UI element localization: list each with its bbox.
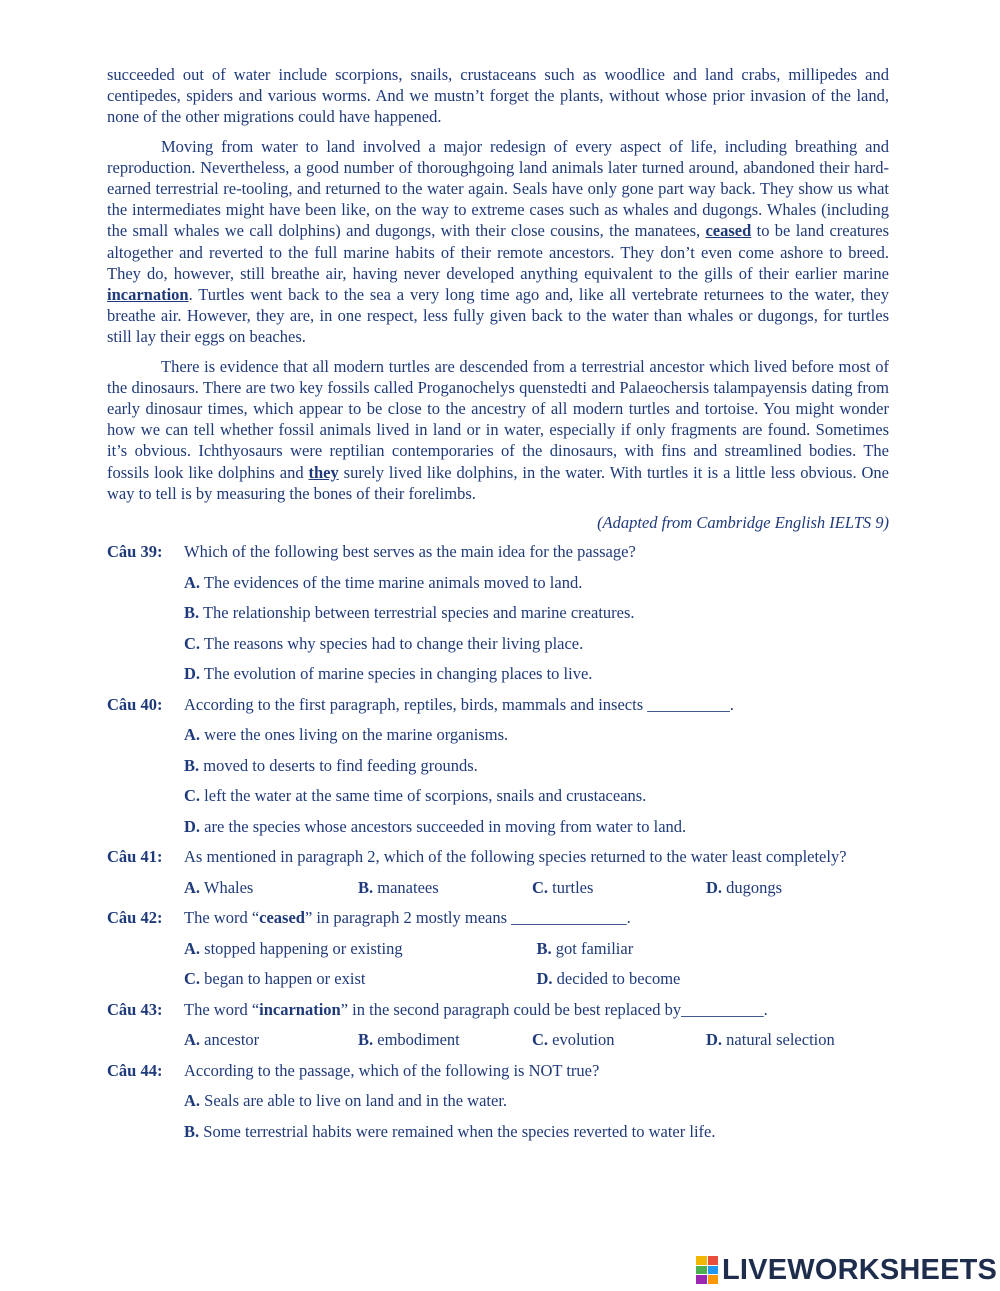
option-letter: A. bbox=[184, 725, 201, 745]
q41-option-a[interactable] bbox=[184, 877, 358, 898]
q41-option-d[interactable] bbox=[706, 877, 880, 898]
option-letter: C. bbox=[532, 877, 549, 897]
q41-option-c[interactable] bbox=[532, 877, 706, 898]
option-text: turtles bbox=[548, 877, 594, 897]
passage-paragraph-2 bbox=[107, 136, 889, 348]
option-text: manatees bbox=[373, 877, 439, 897]
q40-option-d[interactable] bbox=[184, 816, 889, 837]
passage-text: surely lived like dolphins, in the water. With turtles it is a little less obvious. One way to tell is by measuring the bones of their forelimbs. bbox=[107, 462, 889, 503]
option-text: The reasons why species had to change their living place. bbox=[200, 633, 584, 653]
passage-text: There is evidence that all modern turtles are descended from a terrestrial ancestor which lived before most of the dinosaurs. There are two key fossils called Proganochelys quenstedti and Palaeochersis talampayensis dating from early dinosaur times, which appear to be close to the ancestry of all modern turtles and tortoise. You might wonder how we can tell whether fossil animals lived in land or in water, especially if only fragments are found. Sometimes it’s obvious. Ichthyosaurs were reptilian contemporaries of the dinosaurs, with fins and streamlined bodies. The fossils look like dolphins and bbox=[107, 356, 889, 482]
q43-option-c[interactable] bbox=[532, 1029, 706, 1050]
option-text: embodiment bbox=[373, 1030, 460, 1050]
worksheet-page bbox=[107, 64, 889, 1151]
option-text: The evidences of the time marine animals moved to land. bbox=[200, 572, 583, 592]
option-letter: D. bbox=[706, 1030, 723, 1050]
question-text: According to the passage, which of the following is NOT true? bbox=[184, 1060, 600, 1080]
question-42 bbox=[107, 907, 889, 928]
question-number: Câu 42: bbox=[107, 908, 163, 928]
highlight-word-ceased: ceased bbox=[705, 221, 752, 241]
question-40 bbox=[107, 694, 889, 715]
q43-option-d[interactable] bbox=[706, 1029, 880, 1050]
q43-option-a[interactable] bbox=[184, 1029, 358, 1050]
q43-options bbox=[184, 1029, 889, 1050]
question-text-part: ” in the second paragraph could be best replaced by__________. bbox=[340, 999, 768, 1019]
question-text-part: The word “ bbox=[184, 908, 260, 928]
question-41 bbox=[107, 846, 889, 867]
option-text: began to happen or exist bbox=[200, 969, 366, 989]
option-letter: B. bbox=[536, 938, 552, 958]
q42-option-d[interactable] bbox=[537, 968, 890, 989]
q39-option-b[interactable] bbox=[184, 602, 889, 623]
option-letter: B. bbox=[184, 755, 200, 775]
liveworksheets-logo[interactable] bbox=[696, 1255, 997, 1285]
question-43 bbox=[107, 999, 889, 1020]
passage-source: (Adapted from Cambridge English IELTS 9) bbox=[597, 513, 889, 533]
option-text: left the water at the same time of scorpions, snails and crustaceans. bbox=[200, 786, 647, 806]
q41-option-b[interactable] bbox=[358, 877, 532, 898]
option-letter: D. bbox=[536, 969, 553, 989]
option-letter: A. bbox=[184, 1091, 201, 1111]
question-44 bbox=[107, 1060, 889, 1081]
question-text-part: The word “ bbox=[184, 999, 260, 1019]
liveworksheets-logo-icon bbox=[696, 1256, 718, 1284]
q44-option-a[interactable] bbox=[184, 1090, 889, 1111]
highlight-word-they: they bbox=[308, 462, 339, 482]
passage-text: succeeded out of water include scorpions, snails, crustaceans such as woodlice and land crabs, millipedes and centipedes, spiders and various worms. And we mustn’t forget the plants, without whose prior invasion of the land, none of the other migrations could have happened. bbox=[107, 65, 889, 127]
option-text: The relationship between terrestrial species and marine creatures. bbox=[199, 603, 635, 623]
option-letter: B. bbox=[358, 1030, 374, 1050]
option-letter: D. bbox=[184, 664, 201, 684]
option-letter: D. bbox=[184, 816, 201, 836]
option-text: Some terrestrial habits were remained when the species reverted to water life. bbox=[199, 1121, 716, 1141]
passage-paragraph-3 bbox=[107, 356, 889, 504]
passage-text: Moving from water to land involved a major redesign of every aspect of life, including breathing and reproduction. Nevertheless, a good number of thoroughgoing land animals later turned around, abandoned their hard-earned terrestrial re-tooling, and returned to the water again. Seals have only gone part way back. They show us what the intermediates might have been like, on the way to extreme cases such as whales and dugongs. Whales (including the small whales we call dolphins) and dugongs, with their close cousins, the manatees, bbox=[107, 136, 889, 241]
option-letter: B. bbox=[358, 877, 374, 897]
option-text: The evolution of marine species in changing places to live. bbox=[200, 664, 593, 684]
option-letter: B. bbox=[184, 603, 200, 623]
option-letter: C. bbox=[184, 786, 201, 806]
option-letter: A. bbox=[184, 877, 201, 897]
q43-option-b[interactable] bbox=[358, 1029, 532, 1050]
highlight-word-incarnation: incarnation bbox=[107, 285, 189, 305]
liveworksheets-logo-text: LIVEWORKSHEETS bbox=[722, 1253, 998, 1286]
question-text: As mentioned in paragraph 2, which of the following species returned to the water least completely? bbox=[184, 847, 847, 867]
option-text: moved to deserts to find feeding grounds. bbox=[199, 755, 478, 775]
q42-option-c[interactable] bbox=[184, 968, 537, 989]
passage-text: to be land creatures altogether and reverted to the full marine habits of their remote ancestors. They don’t even come ashore to breed. They do, however, still breathe air, having never developed anything equivalent to the gills of their earlier marine bbox=[107, 221, 889, 283]
option-text: were the ones living on the marine organisms. bbox=[200, 725, 509, 745]
option-letter: B. bbox=[184, 1121, 200, 1141]
option-letter: C. bbox=[184, 969, 201, 989]
question-text: Which of the following best serves as the main idea for the passage? bbox=[184, 542, 636, 562]
question-text: According to the first paragraph, reptiles, birds, mammals and insects __________. bbox=[184, 694, 734, 714]
option-letter: A. bbox=[184, 938, 201, 958]
question-text-part: ” in paragraph 2 mostly means ______________. bbox=[304, 908, 631, 928]
q39-option-d[interactable] bbox=[184, 663, 889, 684]
question-text bbox=[184, 999, 889, 1020]
question-number: Câu 39: bbox=[107, 542, 163, 562]
q39-option-c[interactable] bbox=[184, 633, 889, 654]
q44-option-b[interactable] bbox=[184, 1121, 889, 1142]
q42-option-a[interactable] bbox=[184, 938, 537, 959]
option-letter: A. bbox=[184, 1030, 201, 1050]
option-text: natural selection bbox=[722, 1030, 835, 1050]
option-text: Seals are able to live on land and in the water. bbox=[200, 1091, 508, 1111]
option-letter: D. bbox=[706, 877, 723, 897]
option-text: dugongs bbox=[722, 877, 783, 897]
option-letter: C. bbox=[184, 633, 201, 653]
q42-options-row-1 bbox=[184, 938, 889, 959]
passage-text: . Turtles went back to the sea a very long time ago and, like all vertebrate returnees to the water, they breathe air. However, they are, in one respect, less fully given back to the water than whales or dugongs, for turtles still lay their eggs on beaches. bbox=[107, 285, 889, 347]
question-text bbox=[184, 907, 889, 928]
option-text: got familiar bbox=[551, 938, 634, 958]
question-keyword: ceased bbox=[259, 908, 305, 928]
question-number: Câu 40: bbox=[107, 694, 163, 714]
q40-option-c[interactable] bbox=[184, 785, 889, 806]
option-text: Whales bbox=[200, 877, 254, 897]
q41-options bbox=[184, 877, 889, 898]
option-text: ancestor bbox=[200, 1030, 260, 1050]
question-number: Câu 44: bbox=[107, 1060, 163, 1080]
option-letter: A. bbox=[184, 572, 201, 592]
question-39 bbox=[107, 541, 889, 562]
question-keyword: incarnation bbox=[259, 999, 341, 1019]
option-text: evolution bbox=[548, 1030, 615, 1050]
question-number: Câu 43: bbox=[107, 999, 163, 1019]
q39-option-a[interactable] bbox=[184, 572, 889, 593]
question-number: Câu 41: bbox=[107, 847, 163, 867]
q42-options-row-2 bbox=[184, 968, 889, 989]
passage-paragraph-1 bbox=[107, 64, 889, 128]
q40-option-a[interactable] bbox=[184, 724, 889, 745]
option-text: decided to become bbox=[552, 969, 681, 989]
q40-option-b[interactable] bbox=[184, 755, 889, 776]
option-letter: C. bbox=[532, 1030, 549, 1050]
option-text: stopped happening or existing bbox=[200, 938, 403, 958]
option-text: are the species whose ancestors succeeded in moving from water to land. bbox=[200, 816, 687, 836]
q42-option-b[interactable] bbox=[537, 938, 890, 959]
